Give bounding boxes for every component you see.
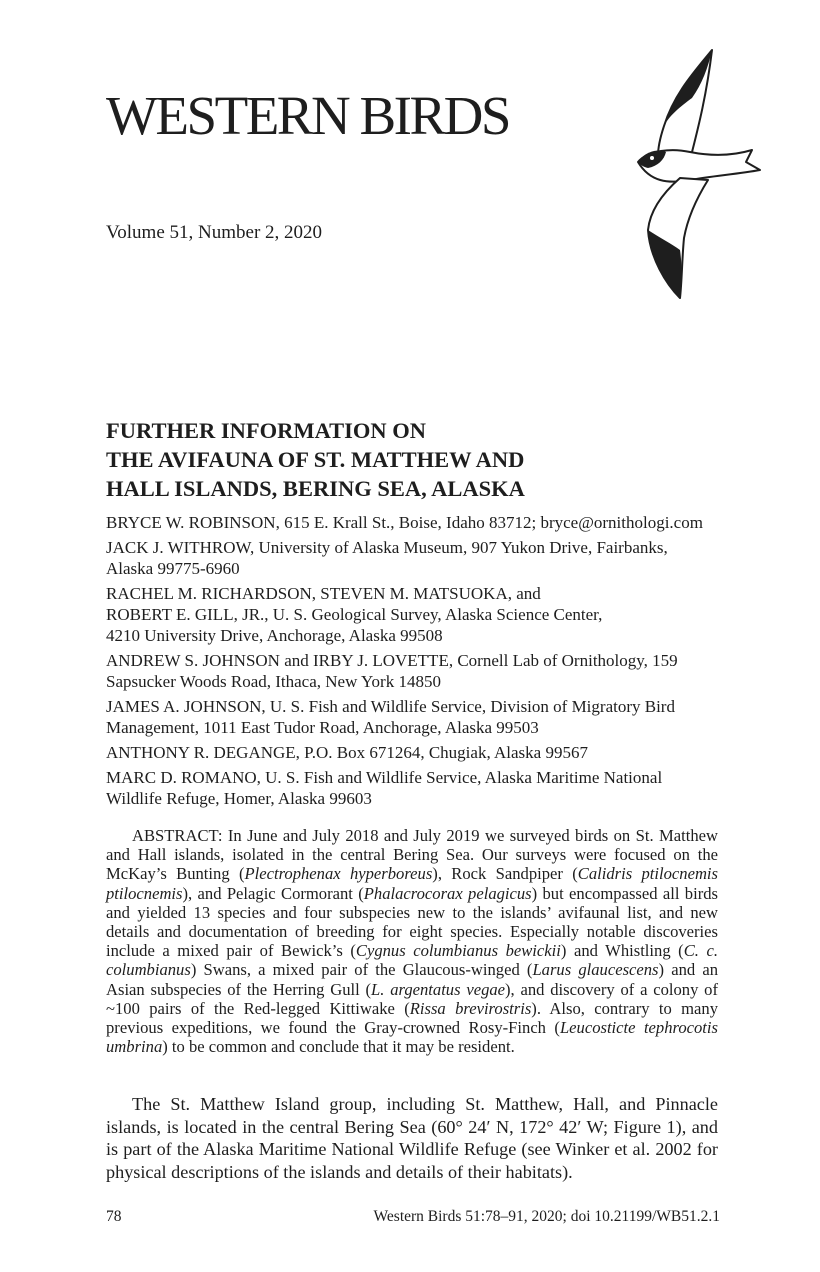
author-entry: [106, 512, 726, 533]
author-line: 4210 University Drive, Anchorage, Alaska 99508: [106, 626, 443, 645]
journal-title: WESTERN BIRDS: [106, 85, 509, 146]
author-line: RACHEL M. RICHARDSON, STEVEN M. MATSUOKA, and: [106, 584, 541, 603]
abstract-text: ) but encompassed all birds and yielded 13 species and four subspecies new to the islands’ avifaunal list, and new details and documentation of breeding for eight species. Especially notable discoveries include a mixed pair of Bewick’s (: [106, 883, 718, 961]
title-line: FURTHER INFORMATION ON: [106, 418, 427, 443]
species-name: L. argentatus vegae: [371, 979, 506, 999]
species-name: C. c. columbianus: [106, 941, 718, 980]
species-name: Leucosticte tephrocotis umbrina: [106, 1018, 718, 1057]
abstract: [106, 826, 718, 1056]
author-line: ANDREW S. JOHNSON and IRBY J. LOVETTE, Cornell Lab of Ornithology, 159: [106, 651, 678, 670]
abstract-text: ) and Whistling (: [560, 941, 684, 961]
species-name: Cygnus columbianus bewickii: [355, 941, 561, 961]
species-name: Plectrophenax hyperboreus: [244, 864, 433, 884]
body-paragraph: The St. Matthew Island group, including St. Matthew, Hall, and Pinnacle islands, is located in the central Bering Sea (60° 24′ N, 172° 42′ W; Figure 1), and is part of the Alaska Maritime National Wildlife Refuge (see Winker et al. 2002 for physical descriptions of the islands and details of their habitats).: [106, 1094, 718, 1182]
author-line: JAMES A. JOHNSON, U. S. Fish and Wildlife Service, Division of Migratory Bird: [106, 697, 675, 716]
bird-logo-icon: [628, 44, 764, 304]
species-name: Calidris ptilocnemis ptilocnemis: [106, 864, 718, 903]
abstract-text: ), and discovery of a colony of ~100 pairs of the Red-legged Kittiwake (: [106, 979, 718, 1018]
author-entry: [106, 742, 726, 763]
abstract-text: ABSTRACT: In June and July 2018 and July 2019 we surveyed birds on St. Matthew and Hall islands, isolated in the central Bering Sea. Our surveys were focused on the McKay’s Bunting (: [106, 826, 718, 884]
author-line: MARC D. ROMANO, U. S. Fish and Wildlife Service, Alaska Maritime National: [106, 768, 663, 787]
abstract-text: ) to be common and conclude that it may be resident.: [162, 1037, 515, 1057]
author-line: Sapsucker Woods Road, Ithaca, New York 14850: [106, 672, 441, 691]
author-line: ROBERT E. GILL, JR., U. S. Geological Survey, Alaska Science Center,: [106, 605, 603, 624]
abstract-text: ), Rock Sandpiper (: [432, 864, 578, 884]
author-entry: [106, 583, 726, 646]
author-line: BRYCE W. ROBINSON, 615 E. Krall St., Boise, Idaho 83712; bryce@ornithologi.com: [106, 513, 703, 532]
species-name: Larus glaucescens: [532, 960, 659, 980]
article-title: [106, 416, 706, 503]
issue-info: Volume 51, Number 2, 2020: [106, 222, 323, 243]
author-line: Management, 1011 East Tudor Road, Anchorage, Alaska 99503: [106, 718, 539, 737]
citation: Western Birds 51:78–91, 2020; doi 10.21199/WB51.2.1: [373, 1208, 720, 1225]
abstract-text: ) and an Asian subspecies of the Herring Gull (: [106, 960, 718, 999]
author-list: [106, 512, 726, 813]
title-line: HALL ISLANDS, BERING SEA, ALASKA: [106, 476, 525, 501]
author-entry: [106, 650, 726, 692]
author-line: ANTHONY R. DEGANGE, P.O. Box 671264, Chugiak, Alaska 99567: [106, 743, 588, 762]
abstract-text: ) Swans, a mixed pair of the Glaucous-winged (: [190, 960, 533, 980]
author-entry: [106, 767, 726, 809]
abstract-text: ). Also, contrary to many previous expeditions, we found the Gray-crowned Rosy-Finch (: [106, 998, 719, 1038]
author-entry: [106, 537, 726, 579]
species-name: Rissa brevirostris: [409, 998, 532, 1018]
author-line: JACK J. WITHROW, University of Alaska Museum, 907 Yukon Drive, Fairbanks,: [106, 538, 668, 557]
author-line: Alaska 99775-6960: [106, 559, 240, 578]
page-number: 78: [106, 1208, 122, 1225]
title-line: THE AVIFAUNA OF ST. MATTHEW AND: [106, 447, 525, 472]
species-name: Phalacrocorax pelagicus: [363, 883, 532, 903]
abstract-text: ), and Pelagic Cormorant (: [182, 883, 364, 903]
author-line: Wildlife Refuge, Homer, Alaska 99603: [106, 789, 372, 808]
author-entry: [106, 696, 726, 738]
